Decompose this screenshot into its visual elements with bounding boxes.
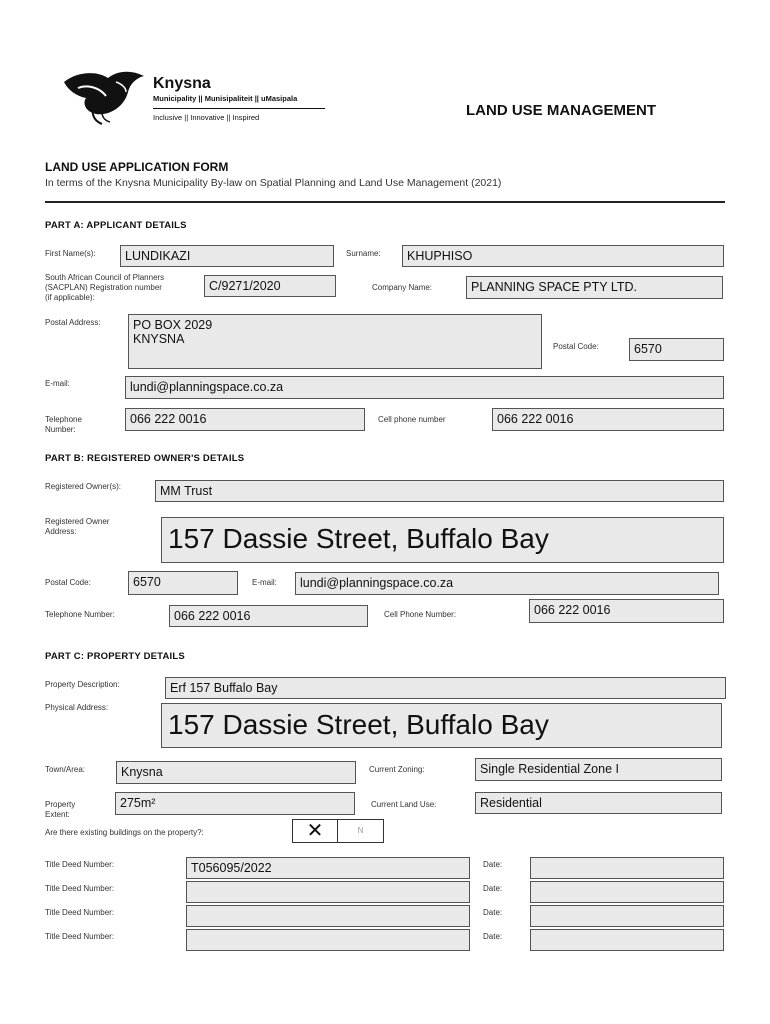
first-name-label: First Name(s): bbox=[45, 249, 96, 258]
title-deed-label-3: Title Deed Number: bbox=[45, 908, 115, 917]
company-name-field[interactable]: PLANNING SPACE PTY LTD. bbox=[466, 276, 723, 299]
property-description-label: Property Description: bbox=[45, 680, 120, 689]
company-name-label: Company Name: bbox=[372, 283, 433, 292]
current-land-use-field[interactable]: Residential bbox=[475, 792, 722, 814]
email-field[interactable]: lundi@planningspace.co.za bbox=[125, 376, 724, 399]
physical-address-label: Physical Address: bbox=[45, 703, 109, 712]
registered-owner-field[interactable]: MM Trust bbox=[155, 480, 724, 502]
title-deed-date-label-4: Date: bbox=[483, 932, 503, 941]
part-b-heading: PART B: REGISTERED OWNER'S DETAILS bbox=[45, 453, 245, 464]
postal-address-label: Postal Address: bbox=[45, 318, 101, 327]
title-deed-date-field-3[interactable] bbox=[530, 905, 724, 927]
cellphone-label: Cell phone number bbox=[378, 415, 446, 424]
knysna-logo-emblem bbox=[56, 62, 156, 128]
org-tagline: Inclusive || Innovative || Inspired bbox=[153, 113, 260, 122]
title-deed-number-field-3[interactable] bbox=[186, 905, 470, 927]
owner-postal-code-label: Postal Code: bbox=[45, 578, 91, 587]
postal-code-label: Postal Code: bbox=[553, 342, 599, 351]
title-deed-label-2: Title Deed Number: bbox=[45, 884, 115, 893]
physical-address-field[interactable]: 157 Dassie Street, Buffalo Bay bbox=[161, 703, 722, 748]
header-rule bbox=[45, 201, 725, 203]
existing-buildings-no-checkbox[interactable] bbox=[338, 819, 384, 843]
postal-code-field[interactable]: 6570 bbox=[629, 338, 724, 361]
telephone-field[interactable]: 066 222 0016 bbox=[125, 408, 365, 431]
postal-address-field[interactable]: PO BOX 2029 KNYSNA bbox=[128, 314, 542, 369]
registered-owner-label: Registered Owner(s): bbox=[45, 482, 122, 491]
cross-mark-icon: ✕ bbox=[306, 820, 324, 842]
title-deed-date-field-4[interactable] bbox=[530, 929, 724, 951]
title-deed-label-1: Title Deed Number: bbox=[45, 860, 115, 869]
property-description-field[interactable]: Erf 157 Buffalo Bay bbox=[165, 677, 726, 699]
title-deed-date-label-2: Date: bbox=[483, 884, 503, 893]
org-subtitle: Municipality || Munisipaliteit || uMasipala bbox=[153, 94, 298, 103]
part-a-heading: PART A: APPLICANT DETAILS bbox=[45, 220, 187, 231]
existing-buildings-label: Are there existing buildings on the property?: bbox=[45, 828, 204, 837]
surname-label: Surname: bbox=[346, 249, 381, 258]
title-deed-label-4: Title Deed Number: bbox=[45, 932, 115, 941]
owner-address-label: Registered Owner Address: bbox=[45, 517, 110, 536]
title-deed-date-label-1: Date: bbox=[483, 860, 503, 869]
title-deed-date-field-2[interactable] bbox=[530, 881, 724, 903]
town-area-field[interactable]: Knysna bbox=[116, 761, 356, 784]
telephone-label: Telephone Number: bbox=[45, 415, 82, 434]
title-deed-date-label-3: Date: bbox=[483, 908, 503, 917]
org-name: Knysna bbox=[153, 75, 211, 92]
title-deed-number-field-1[interactable]: T056095/2022 bbox=[186, 857, 470, 879]
surname-field[interactable]: KHUPHISO bbox=[402, 245, 724, 267]
owner-telephone-field[interactable]: 066 222 0016 bbox=[169, 605, 368, 627]
owner-telephone-label: Telephone Number: bbox=[45, 610, 115, 619]
header-divider bbox=[153, 108, 325, 109]
town-area-label: Town/Area: bbox=[45, 765, 86, 774]
document-title: LAND USE MANAGEMENT bbox=[466, 102, 656, 119]
part-c-heading: PART C: PROPERTY DETAILS bbox=[45, 651, 185, 662]
form-subtitle: In terms of the Knysna Municipality By-law on Spatial Planning and Land Use Management (2021) bbox=[45, 177, 502, 189]
form-title: LAND USE APPLICATION FORM bbox=[45, 160, 229, 174]
property-extent-field[interactable]: 275m² bbox=[115, 792, 355, 815]
cellphone-field[interactable]: 066 222 0016 bbox=[492, 408, 724, 431]
owner-postal-code-field[interactable]: 6570 bbox=[128, 571, 238, 595]
current-zoning-label: Current Zoning: bbox=[369, 765, 425, 774]
email-label: E-mail: bbox=[45, 379, 70, 388]
sacplan-field[interactable]: C/9271/2020 bbox=[204, 275, 336, 297]
sacplan-label: South African Council of Planners (SACPLAN) Registration number (if applicable): bbox=[45, 273, 165, 302]
property-extent-label: Property Extent: bbox=[45, 800, 76, 819]
owner-email-label: E-mail: bbox=[252, 578, 277, 587]
owner-email-field[interactable]: lundi@planningspace.co.za bbox=[295, 572, 719, 595]
owner-address-field[interactable]: 157 Dassie Street, Buffalo Bay bbox=[161, 517, 724, 563]
existing-buildings-yes-checkbox[interactable] bbox=[292, 819, 338, 843]
current-zoning-field[interactable]: Single Residential Zone I bbox=[475, 758, 722, 781]
title-deed-number-field-4[interactable] bbox=[186, 929, 470, 951]
current-land-use-label: Current Land Use: bbox=[371, 800, 437, 809]
first-name-field[interactable]: LUNDIKAZI bbox=[120, 245, 334, 267]
owner-cellphone-field[interactable]: 066 222 0016 bbox=[529, 599, 724, 623]
title-deed-number-field-2[interactable] bbox=[186, 881, 470, 903]
title-deed-date-field-1[interactable] bbox=[530, 857, 724, 879]
owner-cellphone-label: Cell Phone Number: bbox=[384, 610, 457, 619]
no-option-label: N bbox=[357, 826, 364, 835]
